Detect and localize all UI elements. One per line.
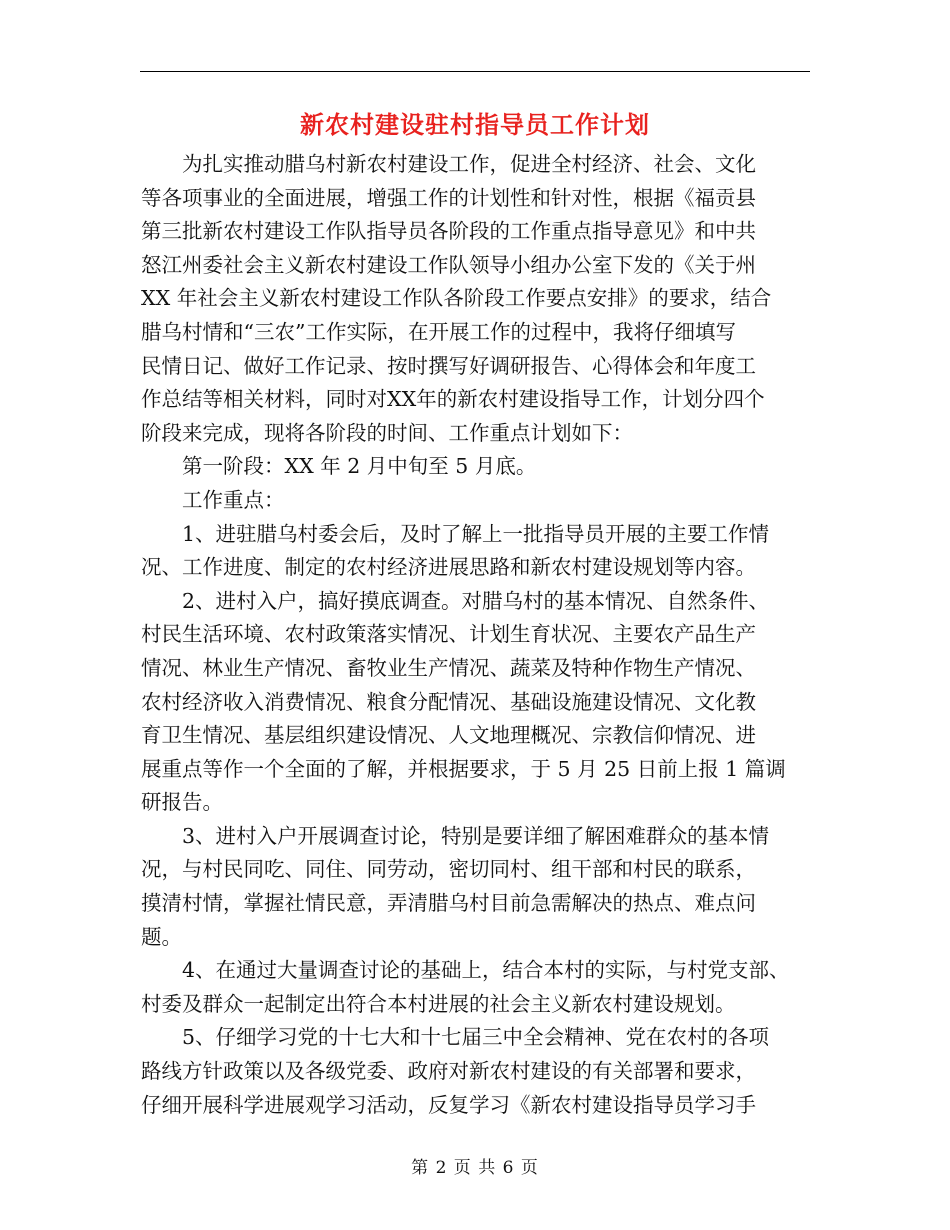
text-line: 等各项事业的全面进展，增强工作的计划性和针对性，根据《福贡县 [141,185,756,210]
text-line: 村委及群众一起制定出符合本村进展的社会主义新农村建设规划。 [141,991,736,1016]
text-line: 工作重点： [182,487,285,512]
text-line: 题。 [141,924,182,949]
text-line: 况、工作进度、制定的农村经济进展思路和新农村建设规划等内容。 [141,555,756,580]
page-footer: 第 2 页 共 6 页 [411,1158,539,1178]
text-line: 村民生活环境、农村政策落实情况、计划生育状况、主要农产品生产 [141,622,756,647]
text-line: 2、进村入户，搞好摸底调查。对腊乌村的基本情况、自然条件、 [182,588,770,613]
text-line: 摸清村情，掌握社情民意，弄清腊乌村目前急需解决的热点、难点问 [141,891,756,916]
header-rule [140,71,810,72]
text-line: 育卫生情况、基层组织建设情况、人文地理概况、宗教信仰情况、进 [141,723,756,748]
text-line: 腊乌村情和“三农”工作实际，在开展工作的过程中，我将仔细填写 [141,319,736,344]
text-line: 农村经济收入消费情况、粮食分配情况、基础设施建设情况、文化教 [141,689,756,714]
text-line: 1、进驻腊乌村委会后，及时了解上一批指导员开展的主要工作情 [182,521,770,546]
document-title: 新农村建设驻村指导员工作计划 [300,110,650,139]
paragraph [141,954,813,1021]
text-line: 5、仔细学习党的十七大和十七届三中全会精神、党在农村的各项 [182,1025,770,1050]
text-line: 展重点等作一个全面的了解，并根据要求，于 5 月 25 日前上报 1 篇调 [141,756,786,781]
paragraph [141,148,813,450]
paragraph [141,820,813,954]
text-line: 为扎实推动腊乌村新农村建设工作，促进全村经济、社会、文化 [182,152,756,176]
paragraph [141,585,813,820]
paragraph [141,518,813,585]
text-line: 4、在通过大量调查讨论的基础上，结合本村的实际，与村党支部、 [182,958,790,983]
text-line: 作总结等相关材料，同时对XX年的新农村建设指导工作，计划分四个 [141,387,765,412]
paragraph [141,1021,813,1122]
text-line: 第一阶段：XX 年 2 月中旬至 5 月底。 [182,454,537,479]
text-line: XX 年社会主义新农村建设工作队各阶段工作要点安排》的要求，结合 [141,286,772,311]
text-line: 况，与村民同吃、同住、同劳动，密切同村、组干部和村民的联系， [141,857,756,882]
text-line: 怒江州委社会主义新农村建设工作队领导小组办公室下发的《关于州 [141,252,756,277]
text-line: 民情日记、做好工作记录、按时撰写好调研报告、心得体会和年度工 [141,353,756,378]
text-line: 路线方针政策以及各级党委、政府对新农村建设的有关部署和要求， [141,1059,756,1084]
text-line: 研报告。 [141,790,223,815]
text-line: 阶段来完成，现将各阶段的时间、工作重点计划如下： [141,420,633,445]
text-line: 情况、林业生产情况、畜牧业生产情况、蔬菜及特种作物生产情况、 [141,655,756,680]
text-line: 仔细开展科学进展观学习活动，反复学习《新农村建设指导员学习手 [141,1092,756,1117]
text-line: 3、进村入户开展调查讨论，特别是要详细了解困难群众的基本情 [182,823,770,848]
document-body [141,148,813,1122]
paragraph [141,484,813,518]
paragraph [141,450,813,484]
text-line: 第三批新农村建设工作队指导员各阶段的工作重点指导意见》和中共 [141,219,756,244]
